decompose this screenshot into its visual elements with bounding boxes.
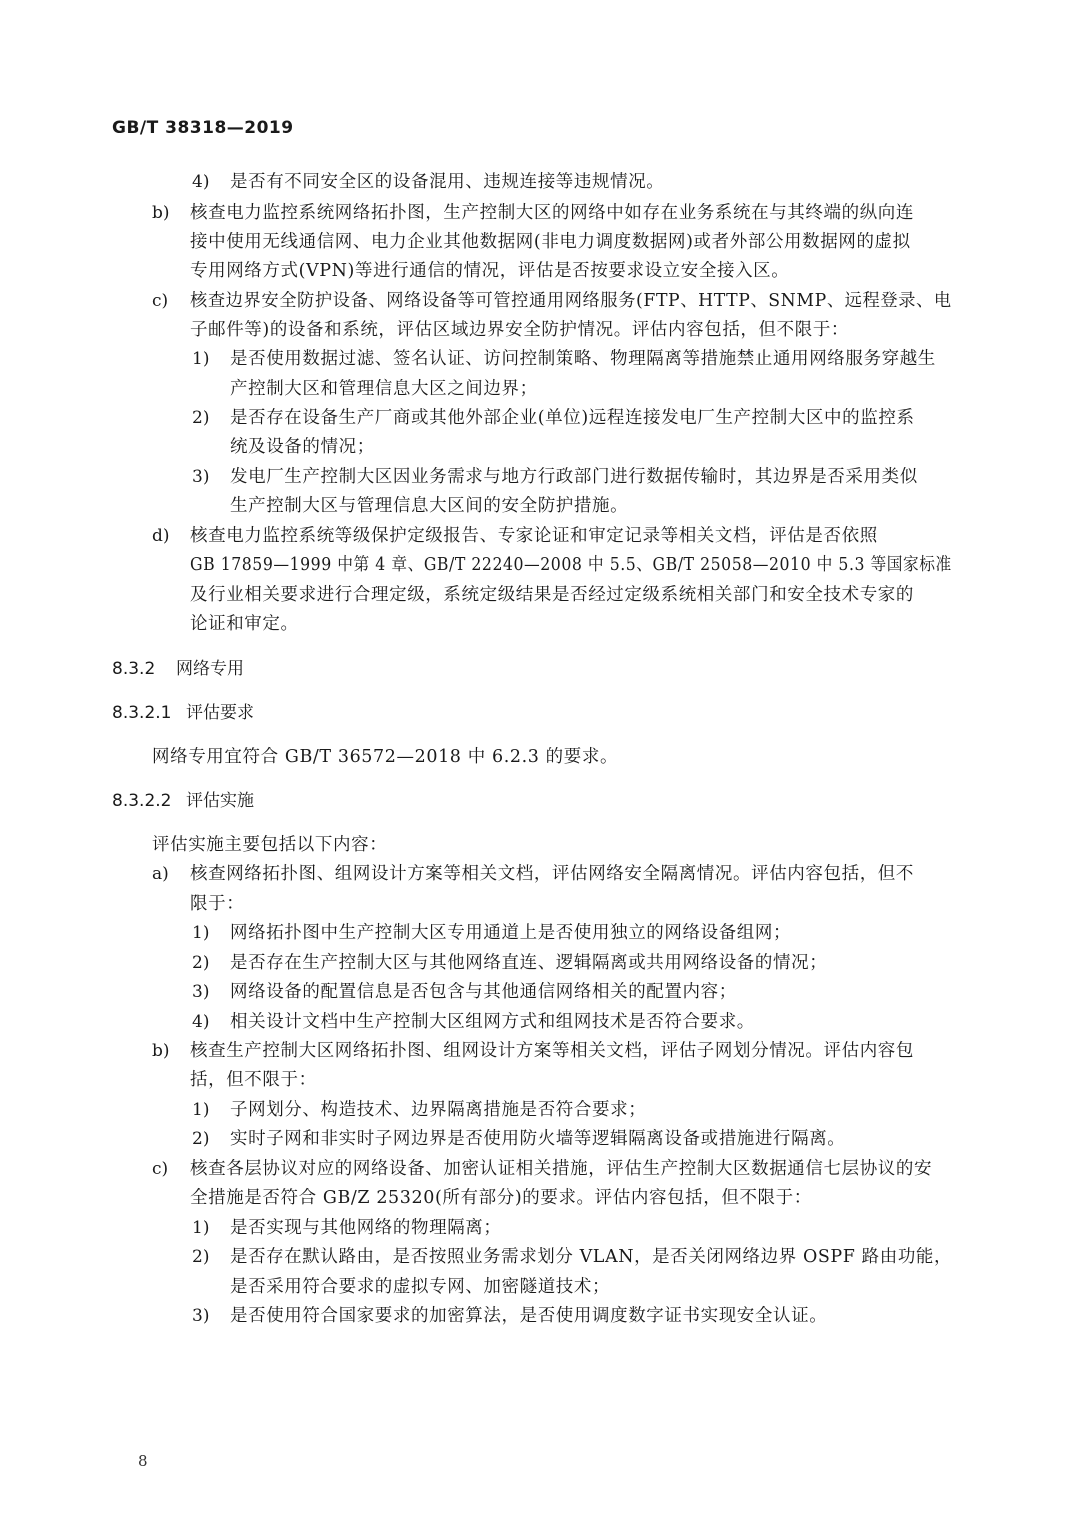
- list-marker: c): [152, 1159, 169, 1179]
- section-number: 8.3.2: [112, 659, 156, 679]
- text-line: 专用网络方式(VPN)等进行通信的情况，评估是否按要求设立安全接入区。: [190, 261, 790, 281]
- list-marker: a): [152, 864, 169, 884]
- list-marker: d): [152, 526, 170, 546]
- text-line: 核查各层协议对应的网络设备、加密认证相关措施，评估生产控制大区数据通信七层协议的安: [190, 1159, 933, 1179]
- text-line: 统及设备的情况；: [230, 437, 375, 457]
- text-line: 是否采用符合要求的虚拟专网、加密隧道技术；: [230, 1277, 611, 1297]
- text-line: 网络专用宜符合 GB/T 36572—2018 中 6.2.3 的要求。: [152, 747, 619, 767]
- text-line: 论证和审定。: [190, 614, 299, 634]
- text-line: 评估实施主要包括以下内容：: [152, 835, 388, 855]
- text-line: 及行业相关要求进行合理定级，系统定级结果是否经过定级系统相关部门和安全技术专家的: [190, 585, 914, 605]
- text-line: 是否存在默认路由，是否按照业务需求划分 VLAN，是否关闭网络边界 OSPF 路由功能，: [230, 1247, 953, 1267]
- list-marker: 4): [192, 1012, 210, 1032]
- list-marker: 1): [192, 923, 210, 943]
- text-line: 网络设备的配置信息是否包含与其他通信网络相关的配置内容；: [230, 982, 737, 1002]
- list-marker: b): [152, 1041, 170, 1061]
- list-marker: 3): [192, 467, 210, 487]
- text-line: 是否使用符合国家要求的加密算法，是否使用调度数字证书实现安全认证。: [230, 1306, 828, 1326]
- text-line: 核查电力监控系统等级保护定级报告、专家论证和审定记录等相关文档，评估是否依照: [190, 526, 878, 546]
- text-line: 是否存在设备生产厂商或其他外部企业(单位)远程连接发电厂生产控制大区中的监控系: [230, 408, 915, 428]
- section-number: 8.3.2.2: [112, 791, 172, 811]
- text-line: 子网划分、构造技术、边界隔离措施是否符合要求；: [230, 1100, 647, 1120]
- text-line: 是否使用数据过滤、签名认证、访问控制策略、物理隔离等措施禁止通用网络服务穿越生: [230, 349, 936, 369]
- section-heading-8-3-2-1: [112, 698, 254, 728]
- list-marker: 2): [192, 408, 210, 428]
- text-line: 括，但不限于：: [190, 1070, 317, 1090]
- text-line: 是否实现与其他网络的物理隔离；: [230, 1218, 502, 1238]
- section-title: 网络专用: [176, 659, 244, 679]
- list-marker: 3): [192, 1306, 210, 1326]
- text-line: 相关设计文档中生产控制大区组网方式和组网技术是否符合要求。: [230, 1012, 755, 1032]
- section-heading-8-3-2-2: [112, 786, 254, 816]
- text-line: 全措施是否符合 GB/Z 25320(所有部分)的要求。评估内容包括，但不限于：: [190, 1188, 812, 1208]
- text-line: 生产控制大区与管理信息大区间的安全防护措施。: [230, 496, 629, 516]
- list-marker: b): [152, 203, 170, 223]
- text-line: 限于：: [190, 894, 245, 914]
- text-line: 核查电力监控系统网络拓扑图，生产控制大区的网络中如存在业务系统在与其终端的纵向连: [190, 203, 914, 223]
- text-line: 发电厂生产控制大区因业务需求与地方行政部门进行数据传输时，其边界是否采用类似: [230, 467, 918, 487]
- list-marker: 3): [192, 982, 210, 1002]
- text-line: 是否有不同安全区的设备混用、违规连接等违规情况。: [230, 172, 665, 192]
- text-line: 是否存在生产控制大区与其他网络直连、逻辑隔离或共用网络设备的情况；: [230, 953, 828, 973]
- text-line: 核查生产控制大区网络拓扑图、组网设计方案等相关文档，评估子网划分情况。评估内容包: [190, 1041, 914, 1061]
- section-title: 评估实施: [186, 791, 254, 811]
- text-line: 实时子网和非实时子网边界是否使用防火墙等逻辑隔离设备或措施进行隔离。: [230, 1129, 846, 1149]
- document-header-id: GB/T 38318—2019: [112, 118, 294, 138]
- text-line: GB 17859—1999 中第 4 章、GB/T 22240—2008 中 5.5、GB/T 25058—2010 中 5.3 等国家标准: [190, 555, 952, 575]
- list-marker: c): [152, 291, 169, 311]
- text-line: 核查边界安全防护设备、网络设备等可管控通用网络服务(FTP、HTTP、SNMP、远程登录、电: [190, 291, 952, 311]
- text-line: 接中使用无线通信网、电力企业其他数据网(非电力调度数据网)或者外部公用数据网的虚拟: [190, 232, 911, 252]
- text-line: 核查网络拓扑图、组网设计方案等相关文档，评估网络安全隔离情况。评估内容包括，但不: [190, 864, 914, 884]
- page-number: 8: [138, 1452, 148, 1470]
- list-marker: 1): [192, 349, 210, 369]
- list-marker: 1): [192, 1218, 210, 1238]
- text-line: 子邮件等)的设备和系统，评估区域边界安全防护情况。评估内容包括，但不限于：: [190, 320, 850, 340]
- list-marker: 4): [192, 172, 210, 192]
- list-marker: 1): [192, 1100, 210, 1120]
- list-marker: 2): [192, 1129, 210, 1149]
- list-marker: 2): [192, 953, 210, 973]
- text-line: 网络拓扑图中生产控制大区专用通道上是否使用独立的网络设备组网；: [230, 923, 792, 943]
- list-marker: 2): [192, 1247, 210, 1267]
- section-heading-8-3-2: [112, 654, 244, 684]
- section-number: 8.3.2.1: [112, 703, 172, 723]
- section-title: 评估要求: [186, 703, 254, 723]
- text-line: 产控制大区和管理信息大区之间边界；: [230, 379, 538, 399]
